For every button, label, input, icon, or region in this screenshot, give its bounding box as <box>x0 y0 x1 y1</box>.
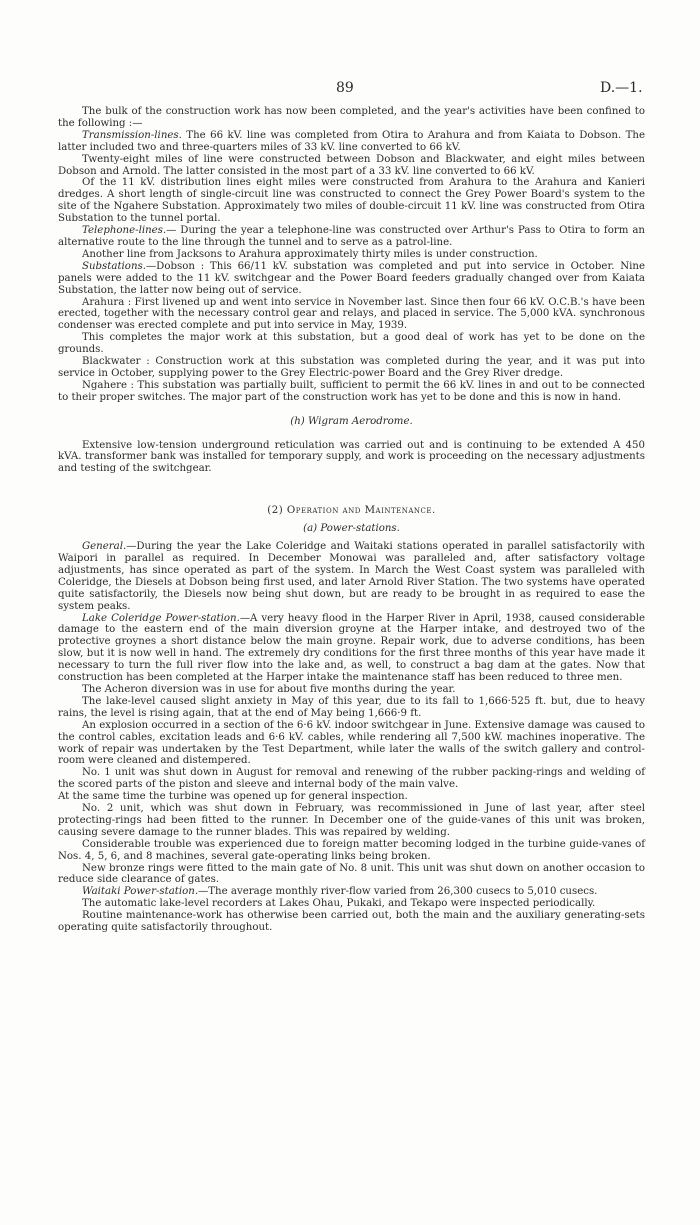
substations-label: Substations. <box>82 260 146 272</box>
waitaki-paragraph <box>58 886 645 898</box>
same-time-paragraph: At the same time the turbine was opened up for general inspection. <box>58 791 408 803</box>
twenty-eight-miles-paragraph: Twenty-eight miles of line were constructed between Dobson and Blackwater, and eight miles between Dobson and Arnold. The latter consisted in the most part of a 33 kV. line converted to 66 kV. <box>58 153 645 177</box>
lake-level-paragraph: The lake-level caused slight anxiety in May of this year, due to its fall to 1,666·525 ft. but, due to heavy rains, the level is rising again, that at the end of May being 1,666·9 ft. <box>58 695 645 719</box>
general-paragraph <box>58 541 645 612</box>
completes-paragraph: This completes the major work at this substation, but a good deal of work has yet to be done on the grounds. <box>58 332 645 356</box>
wigram-heading: (h) Wigram Aerodrome. <box>290 415 413 427</box>
blackwater-paragraph: Blackwater : Construction work at this substation was completed during the year, and it was put into service in October, supplying power to the Grey Electric-power Board and the Grey River dredge. <box>58 356 645 379</box>
lake-coleridge-label: Lake Coleridge Power-station. <box>82 612 240 624</box>
intro-paragraph: The bulk of the construction work has now been completed, and the year's activities have been confined to the following :— <box>58 106 645 129</box>
recorders-paragraph: The automatic lake-level recorders at Lakes Ohau, Pukaki, and Tekapo were inspected periodically. <box>82 898 596 910</box>
general-label: General. <box>82 541 127 553</box>
general-text: —During the year the Lake Coleridge and Waitaki stations operated in parallel satisfactorily with Waipori in parallel as required. In December Monowai was paralleled and, after satisfactory voltage adjustments, has since operated as part of the system. In March the West Coast system was paralleled with Coleridge, the Diesels at Dobson being first used, and later Arnold River Station. The two systems have operated quite satisfactorily, the Diesels now being shut down, but are ready to be brought in as required to ease the system peaks. <box>58 541 645 612</box>
another-line-paragraph: Another line from Jacksons to Arahura approximately thirty miles is under construction. <box>82 248 538 260</box>
substations-text: —Dobson : This 66/11 kV. substation was completed and put into service in October. Nine panels were added to the 11 kV. switchgear and the Power Board feeders gradually changed over from Kaiata Substation, the latter now being out of service. <box>58 260 645 296</box>
lake-coleridge-text: —A very heavy flood in the Harper River in April, 1938, caused considerable damage to the eastern end of the main diversion groyne at the Harper intake, and destroyed two of the protective groynes a short distance below the main groyne. Repair work, due to adverse conditions, has been slow, but it is now well in hand. The extremely dry conditions for the first three months of this year have made it necessary to turn the full river flow into the lake and, as well, to construct a bag dam at the gates. Now that construction has been completed at the Harper intake the maintenance staff has been reduced to three men. <box>58 612 645 684</box>
considerable-trouble-paragraph: Considerable trouble was experienced due to foreign matter becoming lodged in the turbine guide-vanes of Nos. 4, 5, 6, and 8 machines, several gate-operating links being broken. <box>58 838 645 862</box>
waitaki-label: Waitaki Power-station. <box>82 886 199 898</box>
page-number: 89 <box>336 80 354 96</box>
distribution-lines-paragraph: Of the 11 kV. distribution lines eight miles were constructed from Arahura to the Arahura and Kanieri dredges. A short length of single-circuit line was constructed to connect the Grey Power Board's system to the site of the Ngahere Substation. Approximately two miles of double-circuit 11 kV. line was constructed from Otira Substation to the tunnel portal. <box>58 177 645 225</box>
waitaki-text: —The average monthly river-flow varied from 26,300 cusecs to 5,010 cusecs. <box>198 886 598 898</box>
transmission-lines-label: Transmission-lines. <box>82 129 182 141</box>
telephone-lines-paragraph <box>58 225 645 249</box>
lake-coleridge-paragraph <box>58 613 645 684</box>
explosion-paragraph: An explosion occurred in a section of the 6·6 kV. indoor switchgear in June. Extensive damage was caused to the control cables, excitation leads and 6·6 kV. cables, while rendering all 7,500 kW. machines inoperative. The work of repair was undertaken by the Test Department, while later the walls of the switch gallery and control-room were cleaned and distempered. <box>58 719 645 767</box>
unit-2-paragraph: No. 2 unit, which was shut down in February, was recommissioned in June of last year, after steel protecting-rings had been fitted to the runner. In December one of the guide-vanes of this unit was broken, causing severe damage to the runner blades. This was repaired by welding. <box>58 803 645 838</box>
operation-heading: (2) Operation and Maintenance. <box>267 505 436 517</box>
ngahere-paragraph: Ngahere : This substation was partially built, sufficient to permit the 66 kV. lines in and out to be connected to their proper switches. The major part of the construction work has yet to be done and this is now in hand. <box>58 379 645 403</box>
transmission-lines-text: The 66 kV. line was completed from Otira to Arahura and from Kaiata to Dobson. The latter included two and three-quarters miles of 33 kV. line converted to 66 kV. <box>58 129 645 153</box>
telephone-lines-label: Telephone-lines. <box>82 225 167 237</box>
wigram-paragraph: Extensive low-tension underground reticulation was carried out and is continuing to be extended A 450 kVA. transformer bank was installed for temporary supply, and work is proceeding on the necessary adjustments and testing of the switchgear. <box>58 439 645 475</box>
document-body <box>58 106 645 934</box>
substations-paragraph <box>58 261 645 297</box>
transmission-lines-paragraph <box>58 130 645 154</box>
document-reference: D.—1. <box>600 80 643 96</box>
routine-paragraph: Routine maintenance-work has otherwise been carried out, both the main and the auxiliary generating-sets operating quite satisfactorily throughout. <box>58 910 645 934</box>
arahura-paragraph: Arahura : First livened up and went into service in November last. Since then four 66 kV. O.C.B.'s have been erected, together with the necessary control gear and relays, and placed in service. The 5,000 kVA. synchronous condenser was erected complete and put into service in May, 1939. <box>58 296 645 332</box>
telephone-lines-text: — During the year a telephone-line was constructed over Arthur's Pass to Otira to form an alternative route to the line through the tunnel and to serve as a patrol-line. <box>58 225 645 248</box>
acheron-paragraph: The Acheron diversion was in use for about five months during the year. <box>82 683 456 695</box>
unit-1-paragraph: No. 1 unit was shut down in August for removal and renewing of the rubber packing-rings and welding of the scored parts of the piston and sleeve and internal body of the main valve. <box>58 767 645 791</box>
power-stations-subheading: (a) Power-stations. <box>303 523 400 535</box>
bronze-rings-paragraph: New bronze rings were fitted to the main gate of No. 8 unit. This unit was shut down on another occasion to reduce side clearance of gates. <box>58 862 645 886</box>
